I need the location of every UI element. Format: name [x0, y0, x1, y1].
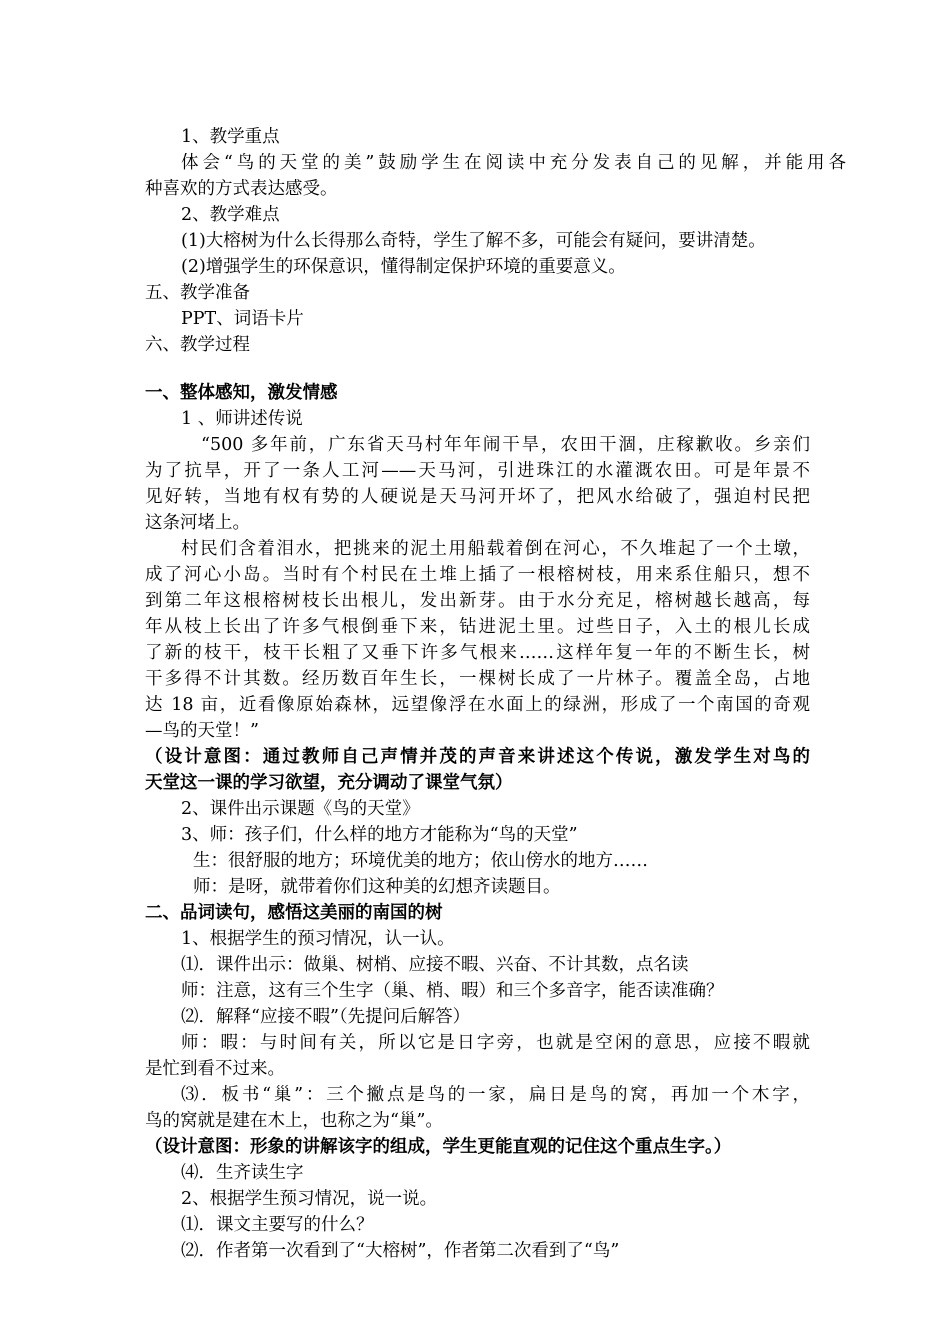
part-heading-1: 一、整体感知，激发情感: [145, 383, 338, 403]
paragraph-line: 为了抗旱，开了一条人工河——天马河，引进珠江的水灌溉农田。可是年景不: [145, 461, 810, 481]
paragraph-line: 师：是呀，就带着你们这种美的幻想齐读题目。: [193, 877, 561, 897]
paragraph-line: “500 多年前，广东省天马村年年闹干旱，农田干涸，庄稼歉收。乡亲们: [201, 435, 810, 455]
paragraph-line: PPT、词语卡片: [181, 309, 304, 329]
paragraph-line: 2、根据学生预习情况，说一说。: [181, 1189, 438, 1209]
paragraph-line: 3、师：孩子们，什么样的地方才能称为“鸟的天堂”: [181, 825, 578, 845]
paragraph-line: 成了河心小岛。当时有个村民在土堆上插了一根榕树枝，用来系住船只，想不: [145, 565, 810, 585]
paragraph-line: 年从枝上长出了许多气根倒垂下来，钻进泥土里。过些日子，入土的根儿长成: [145, 617, 810, 637]
heading-teaching-difficulty: 2、教学难点: [181, 205, 280, 225]
paragraph-line: ⑴．课件出示：做巢、树梢、应接不暇、兴奋、不计其数，点名读: [181, 955, 689, 975]
section-heading-process: 六、教学过程: [145, 335, 250, 355]
design-intent-note: （设计意图：通过教师自己声情并茂的声音来讲述这个传说，激发学生对鸟的: [145, 747, 810, 767]
paragraph-line: 体会“鸟的天堂的美”鼓励学生在阅读中充分发表自己的见解，并能用各: [181, 153, 846, 173]
paragraph-line: (1)大榕树为什么长得那么奇特，学生了解不多，可能会有疑问，要讲清楚。: [181, 231, 766, 251]
paragraph-line: ⑷．生齐读生字: [181, 1163, 304, 1183]
paragraph-line: 这条河堵上。: [145, 513, 250, 533]
paragraph-line: 师：暇：与时间有关，所以它是日字旁，也就是空闲的意思，应接不暇就: [181, 1033, 810, 1053]
section-heading-preparation: 五、教学准备: [145, 283, 250, 303]
paragraph-line: ⑶．板书“巢”：三个撇点是鸟的一家，扁日是鸟的窝，再加一个木字，: [181, 1085, 810, 1105]
part-heading-2: 二、品词读句，感悟这美丽的南国的树: [145, 903, 443, 923]
paragraph-line: —鸟的天堂！”: [145, 721, 259, 741]
paragraph-line: ⑵．解释“应接不暇”（先提问后解答）: [181, 1007, 471, 1027]
paragraph-line: 生：很舒服的地方；环境优美的地方；依山傍水的地方……: [193, 851, 648, 871]
design-intent-note: 天堂这一课的学习欲望，充分调动了课堂气氛）: [145, 773, 513, 793]
paragraph-line: 2、课件出示课题《鸟的天堂》: [181, 799, 420, 819]
paragraph-line: 是忙到看不过来。: [145, 1059, 285, 1079]
paragraph-line: (2)增强学生的环保意识，懂得制定保护环境的重要意义。: [181, 257, 626, 277]
heading-teaching-focus: 1、教学重点: [181, 127, 280, 147]
paragraph-line: 村民们含着泪水，把挑来的泥土用船载着倒在河心，不久堆起了一个土墩，: [181, 539, 810, 559]
paragraph-line: 师：注意，这有三个生字（巢、梢、暇）和三个多音字，能否读准确？: [181, 981, 724, 1001]
paragraph-line: 见好转，当地有权有势的人硬说是天马河开坏了，把风水给破了，强迫村民把: [145, 487, 810, 507]
paragraph-line: 了新的枝干，枝干长粗了又垂下许多气根来……这样年复一年的不断生长，树: [145, 643, 810, 663]
paragraph-line: 种喜欢的方式表达感受。: [145, 179, 338, 199]
paragraph-line: ⑴．课文主要写的什么？: [181, 1215, 374, 1235]
paragraph-line: 达 18 亩，近看像原始森林，远望像浮在水面上的绿洲，形成了一个南国的奇观: [145, 695, 810, 715]
paragraph-line: 1、根据学生的预习情况，认一认。: [181, 929, 455, 949]
paragraph-line: 鸟的窝就是建在木上，也称之为“巢”。: [145, 1111, 443, 1131]
paragraph-line: ⑵．作者第一次看到了“大榕树”，作者第二次看到了“鸟”: [181, 1241, 620, 1261]
design-intent-note: （设计意图：形象的讲解该字的组成，学生更能直观的记住这个重点生字。）: [145, 1137, 732, 1157]
paragraph-line: 干多得不计其数。经历数百年生长，一棵树长成了一片林子。覆盖全岛，占地: [145, 669, 810, 689]
paragraph-line: 到第二年这根榕树枝长出根儿，发出新芽。由于水分充足，榕树越长越高，每: [145, 591, 810, 611]
paragraph-line: 1 、师讲述传说: [181, 409, 303, 429]
